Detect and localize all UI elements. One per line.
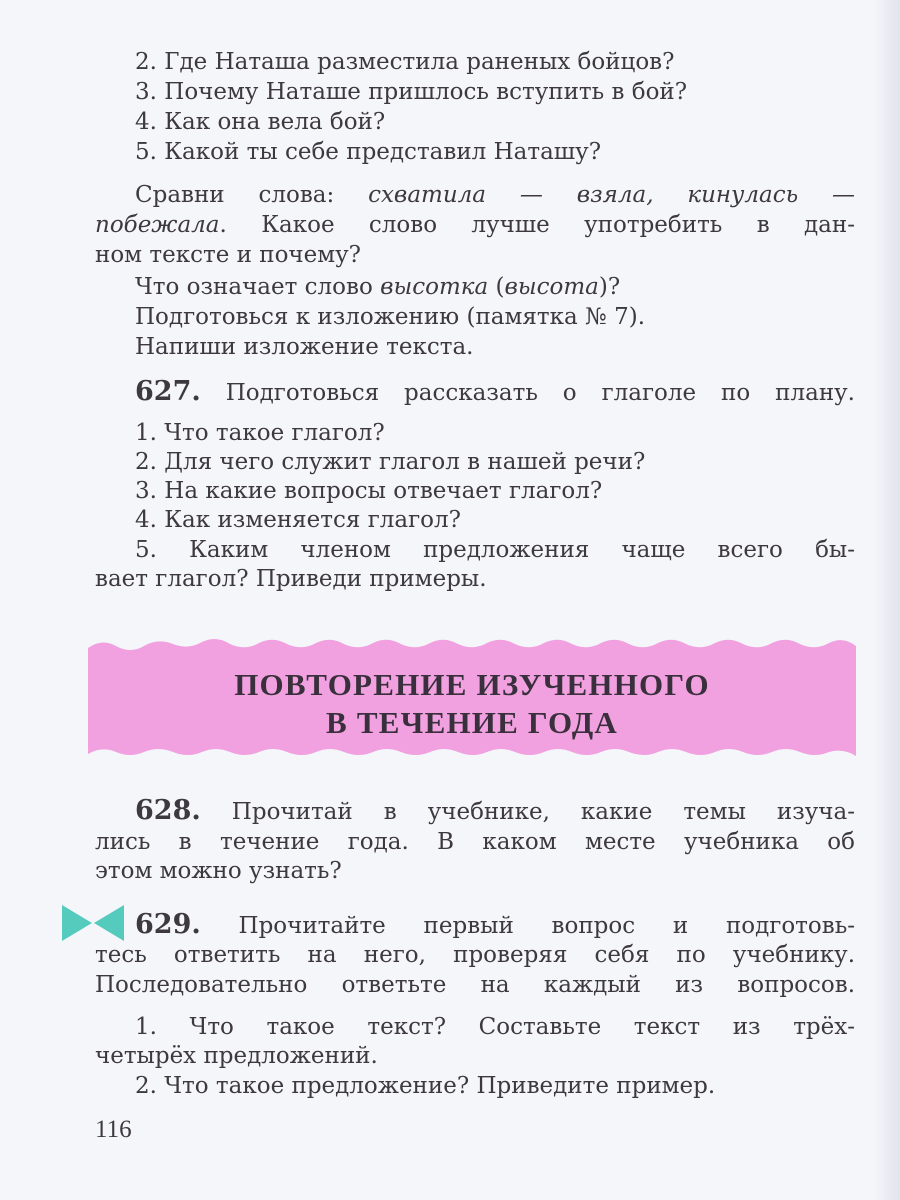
exercise-629-text: Прочитайте первый вопрос и подготовь-: [200, 913, 855, 939]
page-gutter-shadow: [874, 0, 900, 1200]
exercise-627-item-2: 2. Для чего служит глагол в нашей речи?: [135, 449, 646, 475]
exercise-628-line-1: [135, 796, 855, 826]
question-4: 4. Как она вела бой?: [135, 109, 386, 135]
compare-words-1: схватила — взяла, кинулась —: [368, 182, 855, 208]
meaning-paren-open: (: [488, 274, 505, 300]
exercise-628-number: 628.: [135, 795, 201, 826]
compare-words-2: побежала: [95, 212, 220, 238]
compare-line-2: [95, 210, 855, 240]
page-number: 116: [95, 1116, 132, 1143]
exercise-627-item-5: 5. Каким членом предложения чаще всего бы-: [135, 537, 855, 563]
question-2: 2. Где Наташа разместила раненых бойцов?: [135, 49, 675, 75]
question-3: 3. Почему Наташе пришлось вступить в бой?: [135, 79, 688, 105]
exercise-627-text: Подготовься рассказать о глаголе по плану.: [200, 380, 855, 406]
question-5: 5. Какой ты себе представил Наташу?: [135, 139, 602, 165]
write-line: Напиши изложение текста.: [135, 334, 474, 360]
compare-line-3: ном тексте и почему?: [95, 242, 362, 268]
exercise-629-line-2: тесь ответить на него, проверяя себя по учебнику.: [95, 942, 855, 968]
exercise-627-heading: [135, 377, 855, 407]
meaning-line: [135, 272, 620, 302]
compare-line-1: [135, 180, 855, 210]
pair-work-bowtie-icon: [62, 905, 124, 941]
exercise-629-line-1: [135, 910, 855, 940]
exercise-627-item-5-cont: вает глагол? Приведи примеры.: [95, 566, 487, 592]
meaning-lead: Что означает слово: [135, 274, 381, 300]
exercise-627-number: 627.: [135, 376, 201, 407]
meaning-paren-word: высота: [504, 274, 599, 300]
exercise-628-line-3: этом можно узнать?: [95, 858, 342, 884]
section-banner: [88, 636, 856, 760]
exercise-629-item-1-cont: четырёх предложений.: [95, 1043, 378, 1069]
section-title-line-1: ПОВТОРЕНИЕ ИЗУЧЕННОГО: [234, 667, 710, 702]
exercise-629-number: 629.: [135, 909, 201, 940]
exercise-627-item-1: 1. Что такое глагол?: [135, 420, 385, 446]
section-title-line-2: В ТЕЧЕНИЕ ГОДА: [326, 705, 618, 740]
compare-lead: Сравни слова:: [135, 182, 369, 208]
meaning-word: высотка: [380, 274, 489, 300]
meaning-paren-close: )?: [598, 274, 621, 300]
compare-question: . Какое слово лучше употребить в дан-: [219, 212, 855, 238]
exercise-627-item-4: 4. Как изменяется глагол?: [135, 507, 461, 533]
exercise-627-item-3: 3. На какие вопросы отвечает глагол?: [135, 478, 603, 504]
exercise-628-text: Прочитай в учебнике, какие темы изуча-: [200, 799, 855, 825]
exercise-629-line-3: Последовательно ответьте на каждый из вопросов.: [95, 972, 855, 998]
exercise-629-item-2: 2. Что такое предложение? Приведите пример.: [135, 1073, 716, 1099]
exercise-629-item-1: 1. Что такое текст? Составьте текст из трёх-: [135, 1014, 855, 1040]
prepare-line: Подготовься к изложению (памятка № 7).: [135, 304, 646, 330]
exercise-628-line-2: лись в течение года. В каком месте учебника об: [95, 829, 855, 855]
